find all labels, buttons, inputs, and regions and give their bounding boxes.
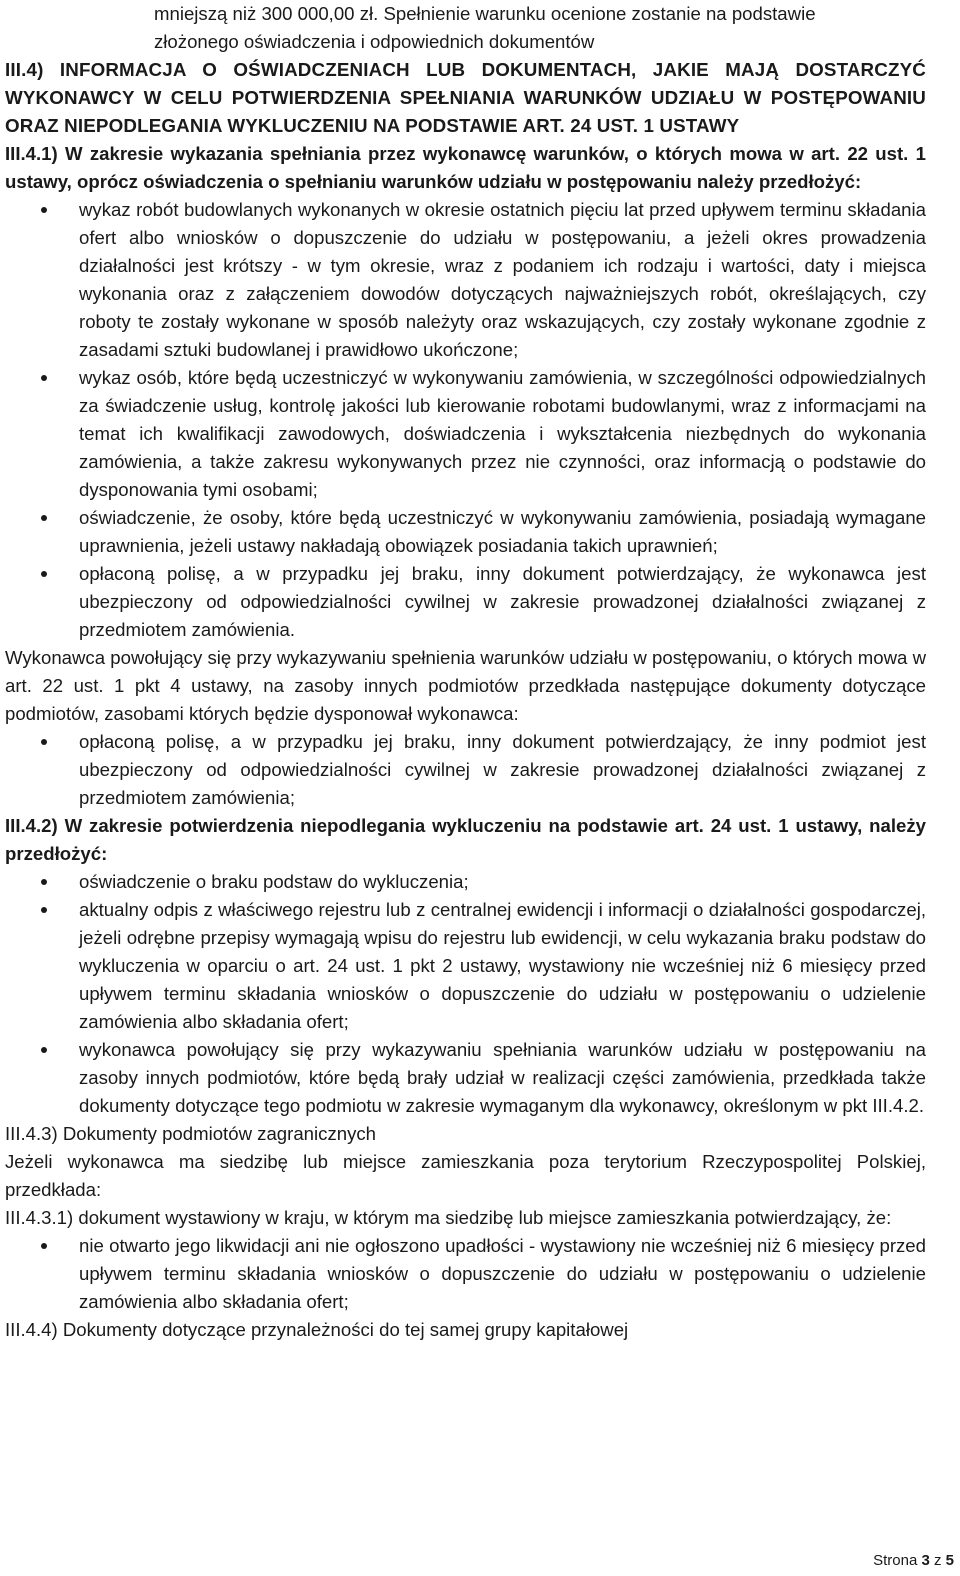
section-heading-III4-3-1: III.4.3.1) dokument wystawiony w kraju, w którym ma siedzibę lub miejsce zamieszkania potwierdzający, że: [5,1207,892,1228]
page-footer [873,1550,954,1572]
list-item: nie otwarto jego likwidacji ani nie ogłoszono upadłości - wystawiony nie wcześniej niż 6 miesięcy przed upływem terminu składania wniosków o dopuszczenie do udziału w postępowaniu o udzielenie zamówienia albo składania ofert; [5,1232,926,1316]
list-item: aktualny odpis z właściwego rejestru lub z centralnej ewidencji i informacji o działalności gospodarczej, jeżeli odrębne przepisy wymagają wpisu do rejestru lub ewidencji, w celu wykazania braku podstaw do wykluczenia w oparciu o art. 24 ust. 1 pkt 2 ustawy, wystawiony nie wcześniej niż 6 miesięcy przed upływem terminu składania wniosków o dopuszczenie do udziału w postępowaniu o udzielenie zamówienia albo składania ofert; [5,896,926,1036]
list-item: wykonawca powołujący się przy wykazywaniu spełniania warunków udziału w postępowaniu na zasoby innych podmiotów, które będą brały udział w realizacji części zamówienia, przedkłada także dokumenty dotyczące tego podmiotu w zakresie wymaganym dla wykonawcy, określonym w pkt III.4.2. [5,1036,926,1120]
continuation-text-line2: złożonego oświadczenia i odpowiednich dokumentów [154,31,595,52]
list-item: opłaconą polisę, a w przypadku jej braku, inny dokument potwierdzający, że wykonawca jest ubezpieczony od odpowiedzialności cywilnej w zakresie prowadzonej działalności związanej z przedmiotem zamówienia. [5,560,926,644]
bullet-dot-icon [41,571,47,577]
list-item: wykaz robót budowlanych wykonanych w okresie ostatnich pięciu lat przed upływem terminu składania ofert albo wniosków o dopuszczenie do udziału w postępowaniu, a jeżeli okres prowadzenia działalności jest krótszy - w tym okresie, wraz z podaniem ich rodzaju i wartości, daty i miejsca wykonania oraz z załączeniem dowodów dotyczących najważniejszych robót, określających, czy roboty te zostały wykonane w sposób należyty oraz wskazujących, czy zostały wykonane zgodnie z zasadami sztuki budowlanej i prawidłowo ukończone; [5,196,926,364]
section-heading-III4-2: III.4.2) W zakresie potwierdzenia niepodlegania wykluczeniu na podstawie art. 24 ust. 1 ustawy, należy przedłożyć: [5,815,926,864]
document-page [5,0,926,1344]
bullet-dot-icon [41,515,47,521]
section-heading-III4-1: III.4.1) W zakresie wykazania spełniania przez wykonawcę warunków, o których mowa w art. 22 ust. 1 ustawy, oprócz oświadczenia o spełnianiu warunków udziału w postępowaniu należy przedłożyć: [5,143,926,192]
list-item: wykaz osób, które będą uczestniczyć w wykonywaniu zamówienia, w szczególności odpowiedzialnych za świadczenie usług, kontrolę jakości lub kierowanie robotami budowlanymi, wraz z informacjami na temat ich kwalifikacji zawodowych, doświadczenia i wykształcenia niezbędnych do wykonania zamówienia, a także zakresu wykonywanych przez nie czynności, oraz informacją o podstawie do dysponowania tymi osobami; [5,364,926,504]
bullet-dot-icon [41,207,47,213]
bullet-dot-icon [41,879,47,885]
footer-prefix: Strona [873,1552,922,1569]
foreign-entities-paragraph: Jeżeli wykonawca ma siedzibę lub miejsce zamieszkania poza terytorium Rzeczypospolitej Polskiej, przedkłada: [5,1151,926,1200]
exclusion-documents-list [5,868,926,1120]
bullet-dot-icon [41,907,47,913]
bullet-dot-icon [41,1243,47,1249]
continuation-text-line1: mniejszą niż 300 000,00 zł. Spełnienie warunku ocenione zostanie na podstawie [154,3,816,24]
section-heading-III4-4: III.4.4) Dokumenty dotyczące przynależności do tej samej grupy kapitałowej [5,1319,629,1340]
list-item: oświadczenie o braku podstaw do wykluczenia; [5,868,926,896]
list-item: opłaconą polisę, a w przypadku jej braku, inny dokument potwierdzający, że inny podmiot jest ubezpieczony od odpowiedzialności cywilnej w zakresie prowadzonej działalności związanej z przedmiotem zamówienia; [5,728,926,812]
bullet-dot-icon [41,1047,47,1053]
resources-list [5,728,926,812]
requirements-list [5,196,926,644]
footer-page-total: 5 [945,1552,954,1569]
bullet-dot-icon [41,739,47,745]
foreign-documents-list [5,1232,926,1316]
section-heading-III4: III.4) INFORMACJA O OŚWIADCZENIACH LUB DOKUMENTACH, JAKIE MAJĄ DOSTARCZYĆ WYKONAWCY W CELU POTWIERDZENIA SPEŁNIANIA WARUNKÓW UDZIAŁU W POSTĘPOWANIU ORAZ NIEPODLEGANIA WYKLUCZENIU NA PODSTAWIE ART. 24 UST. 1 USTAWY [5,59,926,136]
resources-paragraph: Wykonawca powołujący się przy wykazywaniu spełnienia warunków udziału w postępowaniu, o których mowa w art. 22 ust. 1 pkt 4 ustawy, na zasoby innych podmiotów przedkłada następujące dokumenty dotyczące podmiotów, zasobami których będzie dysponował wykonawca: [5,647,926,724]
footer-of: z [929,1552,946,1569]
bullet-dot-icon [41,375,47,381]
list-item: oświadczenie, że osoby, które będą uczestniczyć w wykonywaniu zamówienia, posiadają wymagane uprawnienia, jeżeli ustawy nakładają obowiązek posiadania takich uprawnień; [5,504,926,560]
section-heading-III4-3: III.4.3) Dokumenty podmiotów zagranicznych [5,1123,377,1144]
footer-page-number: 3 [921,1552,930,1569]
